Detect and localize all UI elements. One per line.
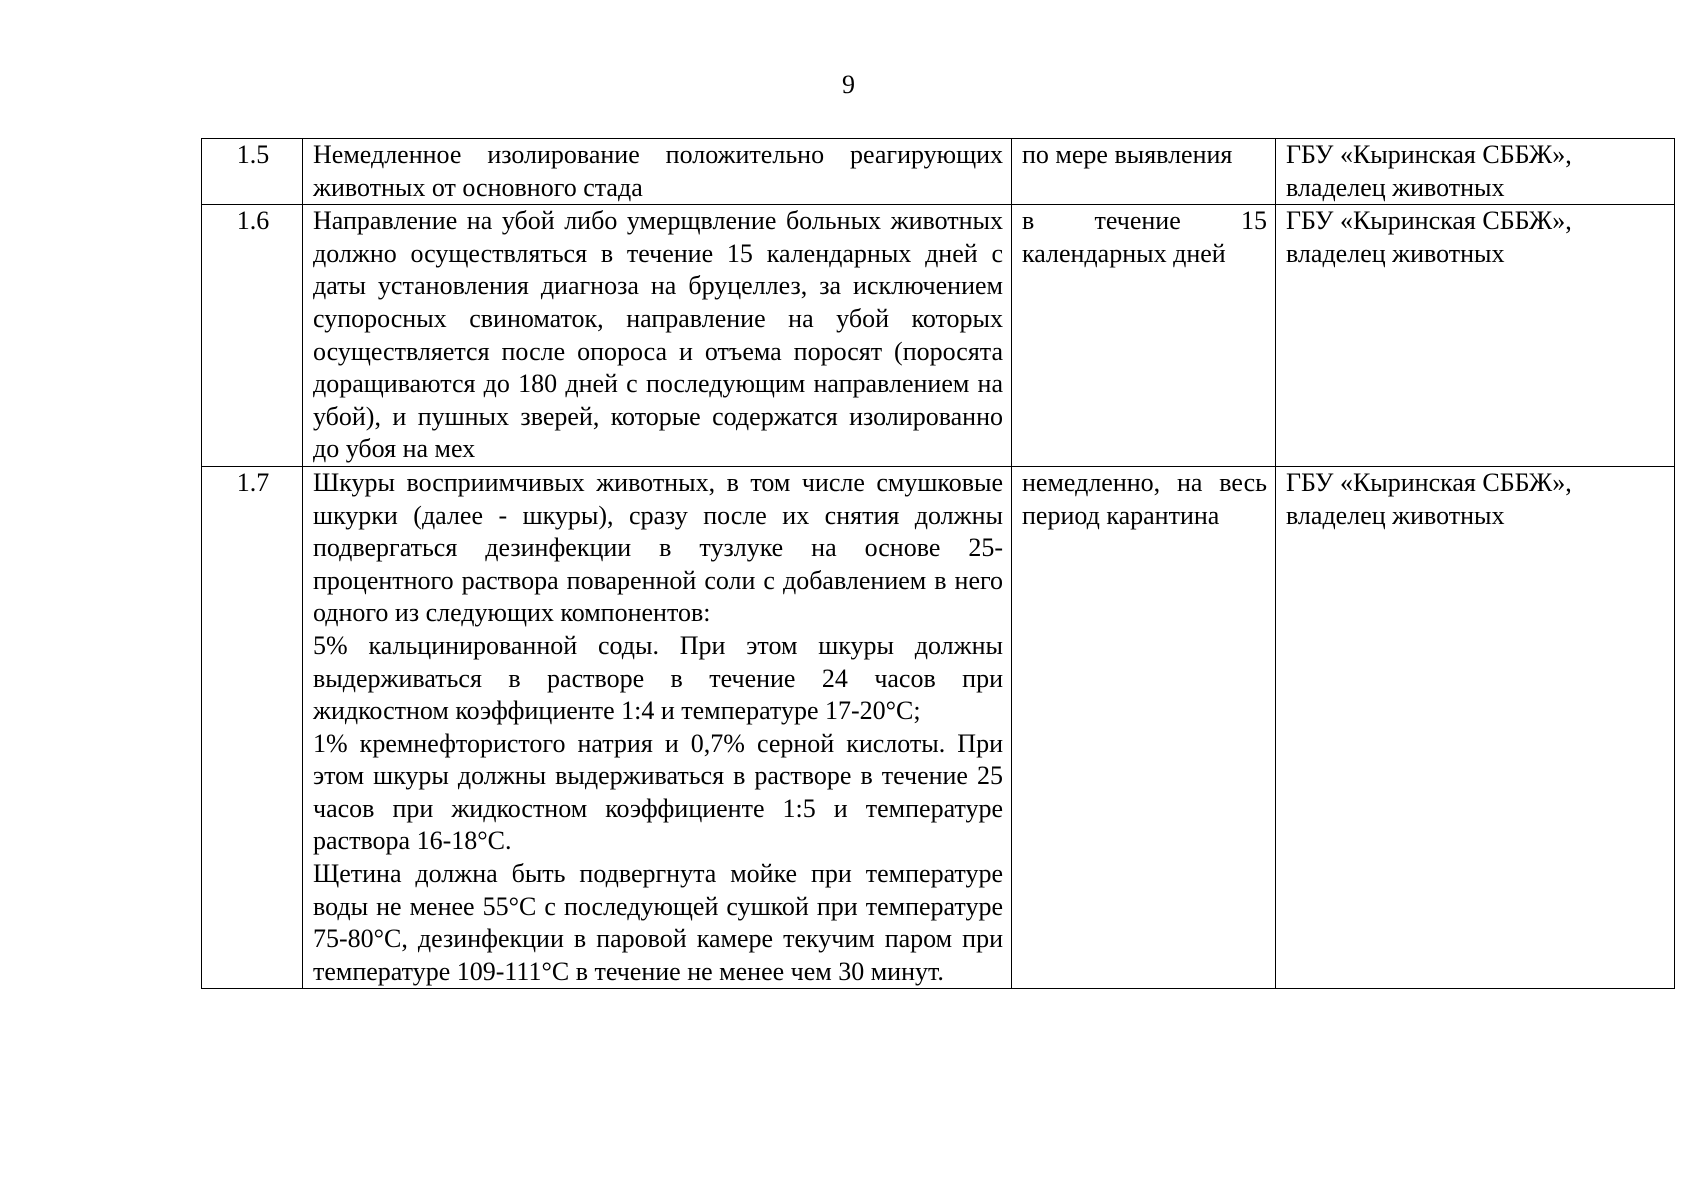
term-text: по мере выявления xyxy=(1022,140,1233,169)
measure-text xyxy=(303,466,1012,989)
term-text: немедленно, на весь период карантина xyxy=(1022,467,1267,530)
measure-paragraph: 5% кальцинированной соды. При этом шкуры должны выдерживаться в растворе в течение 24 часов при жидкостном коэффициенте 1:4 и температуре 17-20°С; xyxy=(313,630,1003,726)
measure-responsible: ГБУ «Кыринская СББЖ», владелец животных xyxy=(1276,205,1675,467)
measure-term xyxy=(1012,139,1276,205)
measure-paragraph: Шкуры восприимчивых животных, в том числе смушковые шкурки (далее - шкуры), сразу после их снятия должны подвергаться дезинфекции в тузлуке на основе 25-процентного раствора поваренной соли с добавлением в него одного из следующих компонентов: xyxy=(313,467,1003,628)
page-number: 9 xyxy=(842,70,855,99)
measures-table xyxy=(201,138,1675,989)
measure-paragraph: Немедленное изолирование положительно реагирующих животных от основного стада xyxy=(313,140,1003,202)
table-row xyxy=(202,466,1675,989)
measure-responsible: ГБУ «Кыринская СББЖ», владелец животных xyxy=(1276,139,1675,205)
row-number: 1.6 xyxy=(202,205,303,467)
table-row xyxy=(202,205,1675,467)
measure-paragraph: Щетина должна быть подвергнута мойке при температуре воды не менее 55°С с последующей сушкой при температуре 75-80°С, дезинфекции в паровой камере текучим паром при температуре 109-111°С в течение не менее чем 30 минут. xyxy=(313,859,1003,986)
measure-text xyxy=(303,139,1012,205)
measure-paragraph: Направление на убой либо умерщвление больных животных должно осуществляться в течение 15 календарных дней с даты установления диагноза на бруцеллез, за исключением супоросных свиноматок, направление на убой которых осуществляется после опороса и отъема поросят (поросята доращиваются до 180 дней с последующим направлением на убой), и пушных зверей, которые содержатся изолированно до убоя на мех xyxy=(313,206,1003,464)
term-text: в течение 15 календарных дней xyxy=(1022,206,1267,268)
row-number: 1.5 xyxy=(202,139,303,205)
table-row xyxy=(202,139,1675,205)
measure-term xyxy=(1012,205,1276,467)
measure-paragraph: 1% кремнефтористого натрия и 0,7% серной кислоты. При этом шкуры должны выдерживаться в растворе в течение 25 часов при жидкостном коэффициенте 1:5 и температуре раствора 16-18°С. xyxy=(313,728,1003,856)
row-number: 1.7 xyxy=(202,466,303,989)
measure-text xyxy=(303,205,1012,467)
measure-term xyxy=(1012,466,1276,989)
measure-responsible: ГБУ «Кыринская СББЖ», владелец животных xyxy=(1276,466,1675,989)
